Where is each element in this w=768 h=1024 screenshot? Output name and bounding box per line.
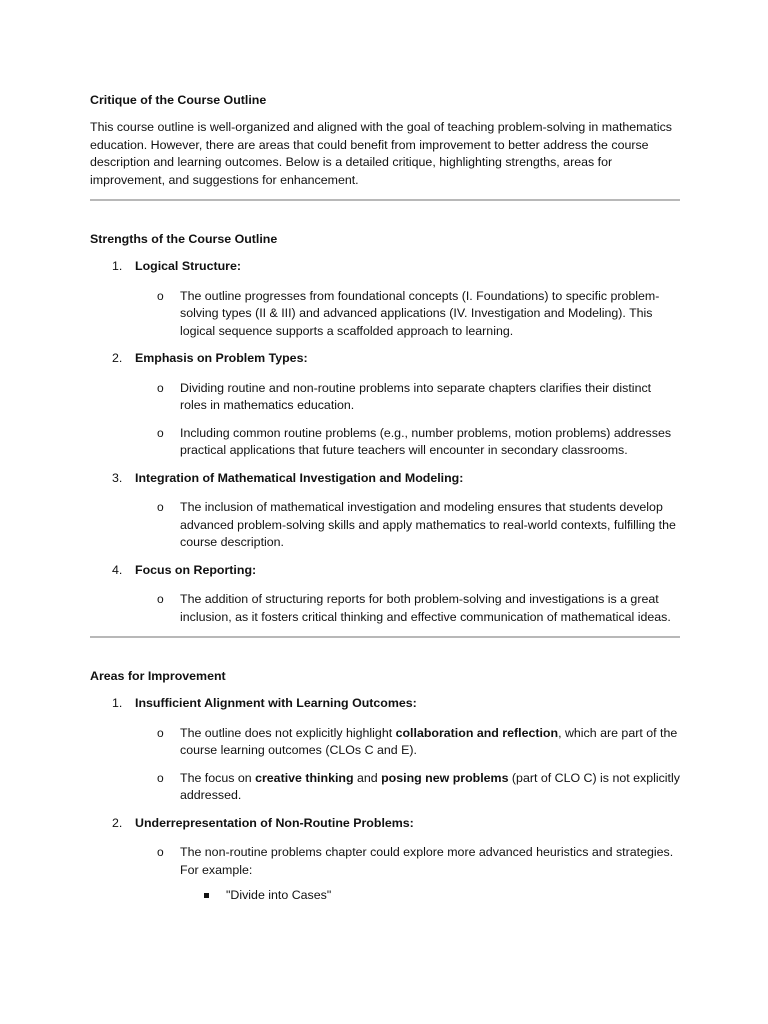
list-item xyxy=(90,470,680,552)
sub-item-text: The outline progresses from foundational concepts (I. Foundations) to specific problem-solving types (II & III) and advanced applications (IV. Investigation and Modeling). This logical sequence supports a scaffolded approach to learning. xyxy=(180,288,660,338)
improvements-heading: Areas for Improvement xyxy=(90,669,226,683)
hollow-bullet-icon: o xyxy=(157,288,164,303)
sub-item-text: Dividing routine and non-routine problems into separate chapters clarifies their distinct roles in mathematics education. xyxy=(180,380,652,412)
sub-list xyxy=(135,288,680,341)
bold-text: collaboration and reflection xyxy=(395,725,559,740)
list-item xyxy=(90,695,680,805)
sub-list-item xyxy=(135,288,680,341)
strengths-list xyxy=(90,258,680,626)
sub-list xyxy=(135,499,680,552)
sub-list-item xyxy=(135,425,680,460)
sub-sub-list-item xyxy=(180,887,680,905)
list-item xyxy=(90,258,680,340)
hollow-bullet-icon: o xyxy=(157,592,164,606)
sub-list xyxy=(135,591,680,626)
sub-sub-list xyxy=(180,887,680,905)
item-title: Focus on Reporting: xyxy=(135,562,257,577)
item-number: 3. xyxy=(112,470,123,485)
hollow-bullet-icon: o xyxy=(157,380,164,395)
item-number: 2. xyxy=(112,351,123,365)
bold-text: creative thinking xyxy=(255,770,354,785)
strengths-heading: Strengths of the Course Outline xyxy=(90,232,278,246)
item-title: Integration of Mathematical Investigation and Modeling: xyxy=(135,470,464,485)
text-run: , which are part of the course learning outcomes (CLOs C and E). xyxy=(180,725,678,757)
text-run: The focus on xyxy=(180,770,256,785)
bold-text: posing new problems xyxy=(381,770,509,785)
item-title: Emphasis on Problem Types: xyxy=(135,351,308,365)
hollow-bullet-icon: o xyxy=(157,425,164,440)
item-title: Insufficient Alignment with Learning Outcomes: xyxy=(135,696,417,710)
sub-list-item xyxy=(135,591,680,626)
item-number: 1. xyxy=(112,259,123,273)
hollow-bullet-icon: o xyxy=(157,725,164,740)
sub-item-text: The non-routine problems chapter could explore more advanced heuristics and strategies. For example: xyxy=(180,845,674,877)
hollow-bullet-icon: o xyxy=(157,770,164,785)
improvements-list xyxy=(90,695,680,905)
text-run: (part of CLO C) is not explicitly addressed. xyxy=(180,770,680,802)
sub-item-text xyxy=(180,771,680,803)
item-title: Underrepresentation of Non-Routine Problems: xyxy=(135,815,414,830)
hollow-bullet-icon: o xyxy=(157,500,164,514)
sub-list-item xyxy=(135,725,680,760)
item-number: 1. xyxy=(112,696,123,710)
sub-list xyxy=(135,725,680,805)
item-number: 2. xyxy=(112,815,123,830)
sub-item-text: The inclusion of mathematical investigation and modeling ensures that students develop advanced problem-solving skills and apply mathematics to real-world contexts, fulfilling the course description. xyxy=(180,500,676,549)
hollow-bullet-icon: o xyxy=(157,845,164,859)
sub-item-text: Including common routine problems (e.g., number problems, motion problems) addresses practical applications that future teachers will encounter in secondary classrooms. xyxy=(180,425,672,457)
list-item xyxy=(90,815,680,905)
sub-item-text: The addition of structuring reports for both problem-solving and investigations is a great inclusion, as it fosters critical thinking and effective communication of mathematical ideas. xyxy=(180,592,671,624)
sub-list-item xyxy=(135,499,680,552)
horizontal-rule xyxy=(90,199,680,201)
item-number: 4. xyxy=(112,562,123,577)
text-run: and xyxy=(353,770,382,785)
list-item xyxy=(90,350,680,460)
horizontal-rule xyxy=(90,636,680,638)
sub-sub-item-text: "Divide into Cases" xyxy=(226,888,332,902)
sub-list xyxy=(135,380,680,460)
item-title: Logical Structure: xyxy=(135,259,242,273)
document-title: Critique of the Course Outline xyxy=(90,93,267,107)
intro-paragraph: This course outline is well-organized and aligned with the goal of teaching problem-solving in mathematics education. However, there are areas that could benefit from improvement to better address the course description and learning outcomes. Below is a detailed critique, highlighting strengths, areas for improvement, and suggestions for enhancement. xyxy=(90,120,672,187)
text-run: The outline does not explicitly highlight xyxy=(180,725,396,740)
document-page xyxy=(90,92,680,905)
sub-list-item xyxy=(135,770,680,805)
sub-list-item xyxy=(135,844,680,905)
list-item xyxy=(90,562,680,627)
sub-list-item xyxy=(135,380,680,415)
square-bullet-icon xyxy=(204,893,209,898)
sub-item-text xyxy=(180,726,677,758)
sub-list xyxy=(135,844,680,905)
